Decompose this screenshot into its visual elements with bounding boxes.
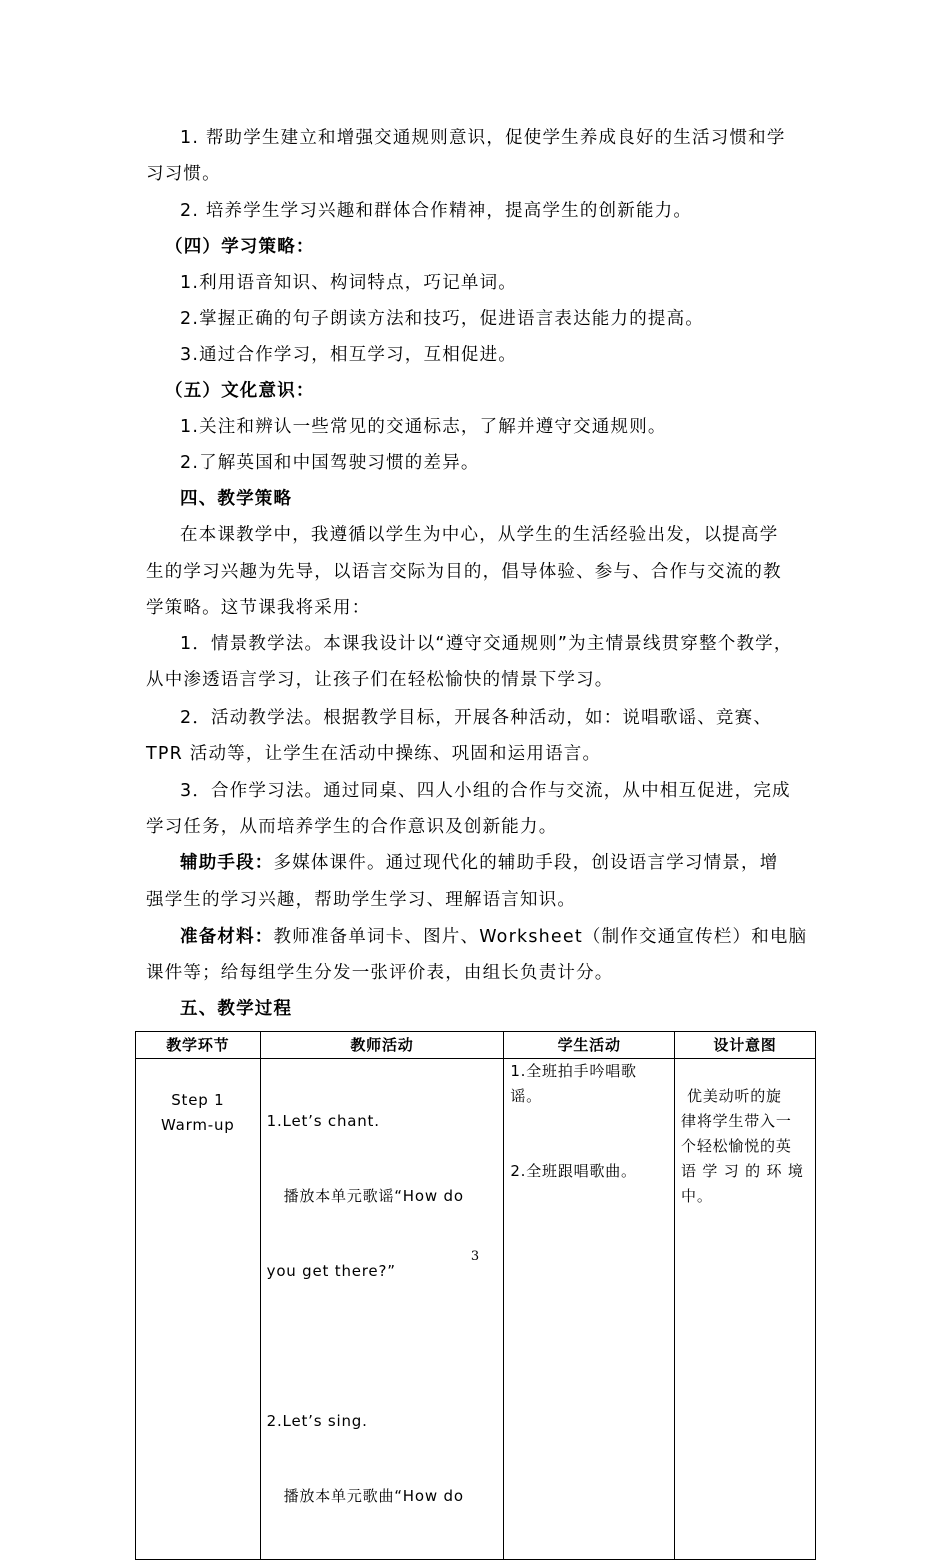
design-intent-line: 个轻松愉悦的英	[681, 1137, 792, 1155]
materials-text: 教师准备单词卡、图片、Worksheet（制作交通宣传栏）和电脑	[273, 927, 808, 947]
teaching-strategy-heading: 四、教学策略	[180, 489, 293, 509]
teaching-aids	[180, 851, 778, 875]
student-activity-line	[510, 1109, 668, 1134]
cultural-awareness-heading: （五）文化意识：	[165, 381, 315, 401]
teaching-aids-label: 辅助手段：	[180, 853, 274, 873]
teacher-activity-line: 播放本单元歌曲“How do	[283, 1487, 464, 1505]
cultural-awareness-item: 1.关注和辨认一些常见的交通标志，了解并遵守交通规则。	[180, 417, 667, 437]
teaching-aids-cont: 强学生的学习兴趣，帮助学生学习、理解语言知识。	[146, 890, 577, 910]
page-number: 3	[470, 1249, 480, 1264]
table-row	[136, 1059, 816, 1560]
teacher-activity-line: 2.Let’s sing.	[266, 1412, 368, 1430]
teacher-activity-line: you get there?”	[266, 1262, 396, 1280]
materials	[180, 925, 807, 949]
student-activity-line: 谣。	[510, 1087, 542, 1105]
cultural-awareness-item: 2.了解英国和中国驾驶习惯的差异。	[180, 453, 480, 473]
student-activity-line: 1.全班拍手吟唱歌	[510, 1062, 637, 1080]
materials-label: 准备材料：	[180, 927, 274, 947]
teacher-activity-line	[267, 1334, 498, 1359]
teaching-strategy-intro: 学策略。这节课我将采用：	[146, 598, 371, 618]
method-2: 2．活动教学法。根据教学目标，开展各种活动，如：说唱歌谣、竞赛、	[180, 708, 773, 728]
design-intent-cell	[675, 1059, 816, 1560]
table-header: 教学环节	[136, 1032, 261, 1059]
method-2-cont: TPR 活动等，让学生在活动中操练、巩固和运用语言。	[146, 744, 602, 764]
teaching-process-heading: 五、教学过程	[180, 999, 293, 1019]
design-intent-line: 优美动听的旋	[687, 1087, 782, 1105]
table-header: 设计意图	[675, 1032, 816, 1059]
design-intent-line	[681, 1059, 809, 1084]
student-activity-line	[510, 1134, 668, 1159]
design-intent-line: 律将学生带入一	[681, 1112, 792, 1130]
student-activity-cell	[504, 1059, 675, 1560]
teaching-process-table	[135, 1031, 816, 1560]
table-header: 学生活动	[504, 1032, 675, 1059]
learning-strategy-item: 2.掌握正确的句子朗读方法和技巧，促进语言表达能力的提高。	[180, 309, 704, 329]
teaching-strategy-intro: 生的学习兴趣为先导，以语言交际为目的，倡导体验、参与、合作与交流的教	[146, 562, 782, 582]
objective-item-1: 1. 帮助学生建立和增强交通规则意识，促使学生养成良好的生活习惯和学	[180, 128, 786, 148]
teacher-activity-cell	[260, 1059, 504, 1560]
objective-item-1-cont: 习习惯。	[146, 164, 221, 184]
student-activity-line: 2.全班跟唱歌曲。	[510, 1162, 637, 1180]
method-3-cont: 学习任务，从而培养学生的合作意识及创新能力。	[146, 817, 558, 837]
teacher-activity-line: 1.Let’s chant.	[266, 1112, 380, 1130]
learning-strategy-item: 1.利用语音知识、构词特点，巧记单词。	[180, 273, 517, 293]
method-1-cont: 从中渗透语言学习，让孩子们在轻松愉快的情景下学习。	[146, 670, 614, 690]
stage-cell	[136, 1059, 261, 1560]
method-1: 1．情景教学法。本课我设计以“遵守交通规则”为主情景线贯穿整个教学，	[180, 634, 793, 654]
table-header: 教师活动	[260, 1032, 504, 1059]
table-header-row	[136, 1032, 816, 1059]
stage-step: Step 1	[171, 1091, 225, 1109]
objective-item-2: 2. 培养学生学习兴趣和群体合作精神，提高学生的创新能力。	[180, 201, 693, 221]
learning-strategy-heading: （四）学习策略：	[165, 237, 315, 257]
stage-name: Warm-up	[161, 1116, 235, 1134]
teaching-aids-text: 多媒体课件。通过现代化的辅助手段，创设语言学习情景，增	[273, 853, 779, 873]
learning-strategy-item: 3.通过合作学习，相互学习，互相促进。	[180, 345, 517, 365]
design-intent-line: 中。	[681, 1187, 713, 1205]
teaching-strategy-intro: 在本课教学中，我遵循以学生为中心，从学生的生活经验出发，以提高学	[180, 525, 779, 545]
teacher-activity-line: 播放本单元歌谣“How do	[283, 1187, 464, 1205]
design-intent-line: 语 学 习 的 环 境	[681, 1162, 804, 1180]
materials-cont: 课件等；给每组学生分发一张评价表，由组长负责计分。	[146, 963, 614, 983]
method-3: 3．合作学习法。通过同桌、四人小组的合作与交流，从中相互促进，完成	[180, 781, 791, 801]
